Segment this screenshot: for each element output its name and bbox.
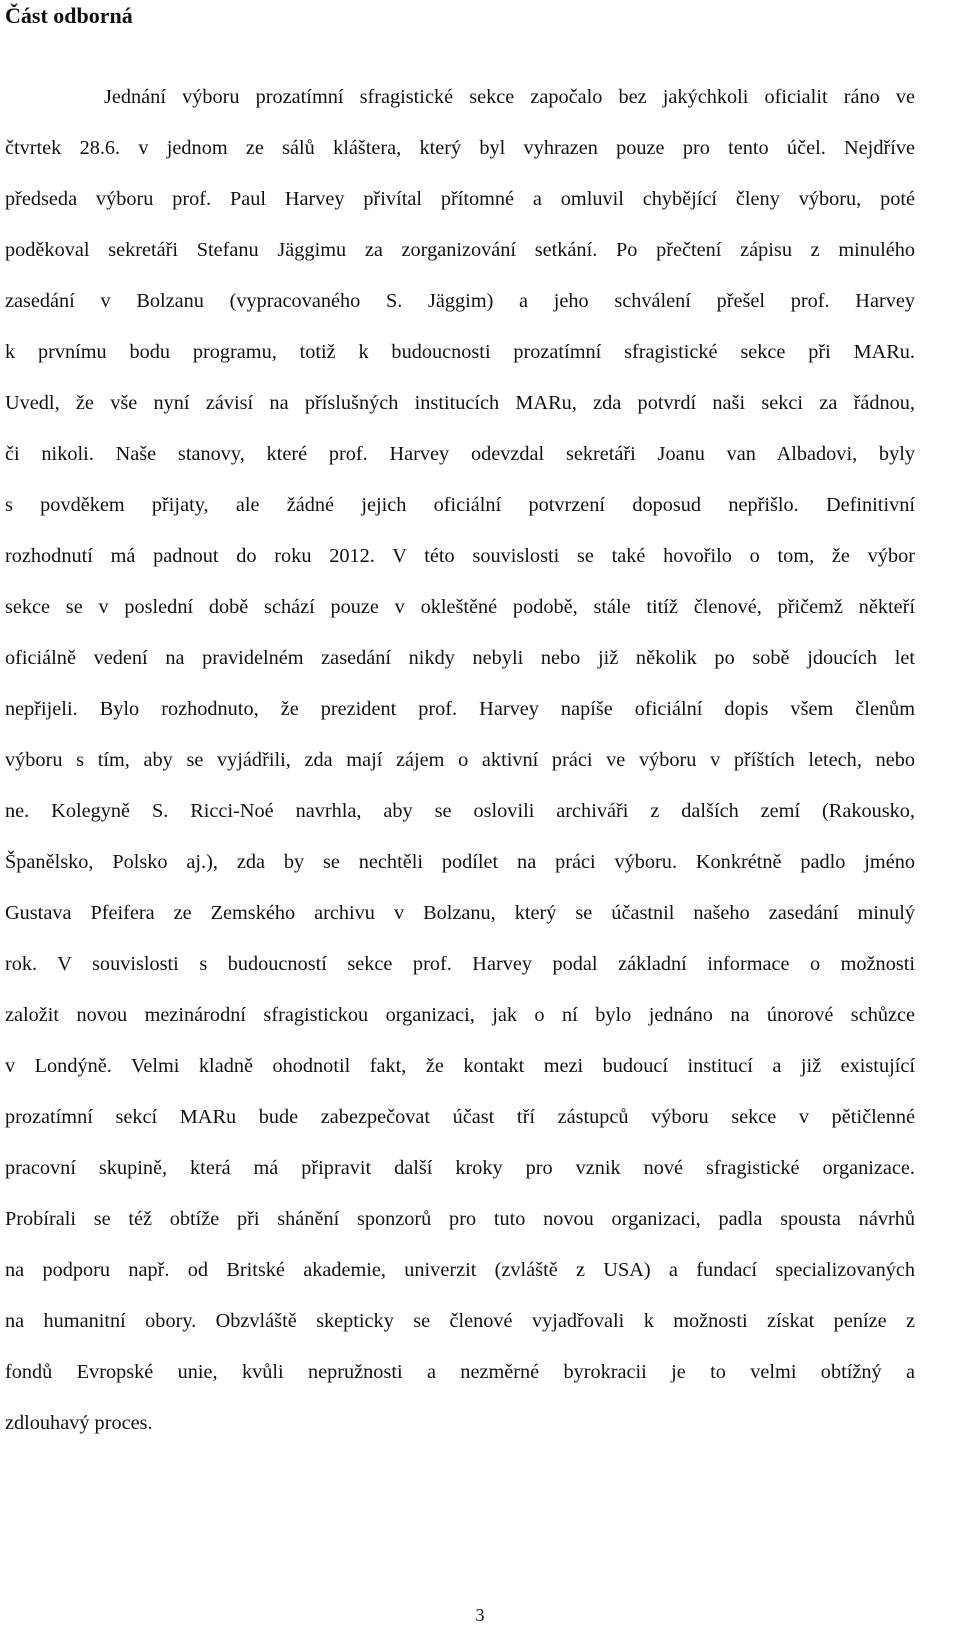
paragraph-line: Probírali se též obtíže při shánění sponzorů pro tuto novou organizaci, padla spousta návrhů — [5, 1208, 915, 1230]
paragraph-line: zdlouhavý proces. — [5, 1412, 153, 1434]
paragraph-line: sekce se v poslední době schází pouze v okleštěné podobě, stále titíž členové, přičemž někteří — [5, 596, 915, 618]
paragraph-line: fondů Evropské unie, kvůli nepružnosti a nezměrné byrokracii je to velmi obtížný a — [5, 1361, 915, 1383]
paragraph-line: předseda výboru prof. Paul Harvey přivítal přítomné a omluvil chybějící členy výboru, poté — [5, 188, 915, 210]
paragraph-line: založit novou mezinárodní sfragistickou organizaci, jak o ní bylo jednáno na únorové schůzce — [5, 1004, 915, 1026]
paragraph-line: oficiálně vedení na pravidelném zasedání nikdy nebyli nebo již několik po sobě jdoucích let — [5, 647, 915, 669]
paragraph-line: Gustava Pfeifera ze Zemského archivu v Bolzanu, který se účastnil našeho zasedání minulý — [5, 902, 915, 924]
paragraph-line: Uvedl, že vše nyní závisí na příslušných institucích MARu, zda potvrdí naši sekci za řádnou, — [5, 392, 915, 414]
paragraph-line: na podporu např. od Britské akademie, univerzit (zvláště z USA) a fundací specializovaných — [5, 1259, 915, 1281]
paragraph-line: výboru s tím, aby se vyjádřili, zda mají zájem o aktivní práci ve výboru v příštích letech, nebo — [5, 749, 915, 771]
paragraph-line: prozatímní sekcí MARu bude zabezpečovat účast tří zástupců výboru sekce v pětičlenné — [5, 1106, 915, 1128]
paragraph-line: Španělsko, Polsko aj.), zda by se nechtěli podílet na práci výboru. Konkrétně padlo jméno — [5, 851, 915, 873]
paragraph-line: zasedání v Bolzanu (vypracovaného S. Jäggim) a jeho schválení přešel prof. Harvey — [5, 290, 915, 312]
paragraph-line: čtvrtek 28.6. v jednom ze sálů kláštera, který byl vyhrazen pouze pro tento účel. Nejdříve — [5, 137, 915, 159]
paragraph-line: nepřijeli. Bylo rozhodnuto, že prezident prof. Harvey napíše oficiální dopis všem členům — [5, 698, 915, 720]
paragraph-line: pracovní skupině, která má připravit další kroky pro vznik nové sfragistické organizace. — [5, 1157, 915, 1179]
page-number: 3 — [475, 1605, 485, 1625]
paragraph-line: rozhodnutí má padnout do roku 2012. V této souvislosti se také hovořilo o tom, že výbor — [5, 545, 915, 567]
paragraph-line: k prvnímu bodu programu, totiž k budoucnosti prozatímní sfragistické sekce při MARu. — [5, 341, 915, 363]
paragraph-line: ne. Kolegyně S. Ricci-Noé navrhla, aby se oslovili archiváři z dalších zemí (Rakousko, — [5, 800, 915, 822]
paragraph-line: Jednání výboru prozatímní sfragistické sekce započalo bez jakýchkoli oficialit ráno ve — [104, 86, 915, 108]
body-paragraph — [5, 72, 915, 1449]
paragraph-line: či nikoli. Naše stanovy, které prof. Harvey odevzdal sekretáři Joanu van Albadovi, byly — [5, 443, 915, 465]
paragraph-line: poděkoval sekretáři Stefanu Jäggimu za zorganizování setkání. Po přečtení zápisu z minulého — [5, 239, 915, 261]
paragraph-line: s povděkem přijaty, ale žádné jejich oficiální potvrzení doposud nepřišlo. Definitivní — [5, 494, 915, 516]
paragraph-line: na humanitní obory. Obzvláště skepticky se členové vyjadřovali k možnosti získat peníze z — [5, 1310, 915, 1332]
paragraph-line: rok. V souvislosti s budoucností sekce prof. Harvey podal základní informace o možnosti — [5, 953, 915, 975]
section-heading: Část odborná — [5, 3, 133, 28]
paragraph-line: v Londýně. Velmi kladně ohodnotil fakt, že kontakt mezi budoucí institucí a již existující — [5, 1055, 915, 1077]
